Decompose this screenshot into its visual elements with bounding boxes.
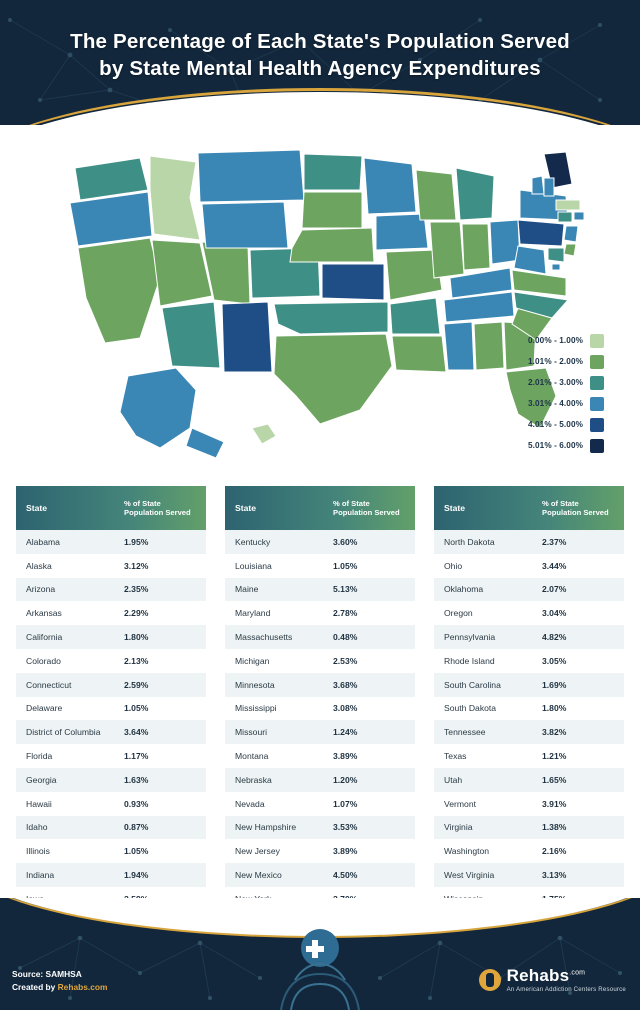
cell-percent: 1.69%	[542, 679, 567, 690]
state-mississippi	[444, 322, 474, 370]
state-wisconsin	[416, 170, 456, 220]
cell-percent: 4.50%	[333, 870, 358, 881]
legend-swatch-5	[590, 439, 604, 453]
state-hawaii	[252, 424, 276, 444]
table-row	[434, 554, 624, 578]
table-row	[434, 768, 624, 792]
state-west-virginia	[514, 246, 546, 274]
legend-item-2	[504, 372, 622, 393]
legend-label-0: 0.00% - 1.00%	[527, 336, 583, 345]
state-wyoming	[202, 202, 288, 248]
state-arkansas	[390, 298, 440, 334]
cell-percent: 1.05%	[124, 846, 149, 857]
cell-percent: 2.78%	[333, 608, 358, 619]
title-line-1: The Percentage of Each State's Population Served	[70, 30, 570, 53]
cell-percent: 3.04%	[542, 608, 567, 619]
table-row	[225, 792, 415, 816]
cell-state: Rhode Island	[444, 655, 495, 666]
cell-state: New Mexico	[235, 870, 282, 881]
cell-state: Maryland	[235, 608, 271, 619]
table-row	[225, 649, 415, 673]
cell-percent: 2.53%	[333, 655, 358, 666]
cell-percent: 2.29%	[124, 608, 149, 619]
cell-percent: 3.08%	[333, 703, 358, 714]
table-row	[434, 863, 624, 887]
cell-state: New Jersey	[235, 846, 280, 857]
brand-tld: .com	[569, 969, 586, 977]
state-south-dakota	[302, 192, 362, 228]
legend-item-3	[504, 393, 622, 414]
legend-item-1	[504, 351, 622, 372]
legend-swatch-3	[590, 397, 604, 411]
mental-health-figure-icon	[265, 914, 375, 1010]
cell-state: Oklahoma	[444, 584, 484, 595]
created-by-text	[12, 981, 107, 994]
state-new-hampshire	[544, 178, 554, 196]
cell-state: Mississippi	[235, 703, 277, 714]
table-row	[225, 601, 415, 625]
column-header-state: State	[444, 503, 466, 513]
cell-state: Nebraska	[235, 774, 272, 785]
created-by-brand[interactable]: Rehabs.com	[57, 982, 108, 992]
state-michigan	[456, 168, 494, 220]
data-table-column-1	[16, 486, 206, 935]
table-row	[434, 792, 624, 816]
cell-state: Hawaii	[26, 798, 52, 809]
cell-state: Virginia	[444, 822, 473, 833]
table-row	[434, 744, 624, 768]
table-row	[16, 601, 206, 625]
table-row	[434, 530, 624, 554]
table-row	[225, 839, 415, 863]
cell-percent: 1.94%	[124, 870, 149, 881]
table-header	[434, 486, 624, 530]
table-header	[225, 486, 415, 530]
table-row	[16, 816, 206, 840]
brand-name-text: Rehabs	[506, 965, 570, 985]
state-massachusetts	[556, 200, 580, 210]
table-row	[16, 744, 206, 768]
state-minnesota	[364, 158, 416, 214]
table-row	[16, 554, 206, 578]
state-alaska-tail	[186, 428, 224, 458]
state-maryland	[548, 248, 564, 262]
table-row	[225, 673, 415, 697]
table-row	[434, 578, 624, 602]
cell-state: South Carolina	[444, 679, 501, 690]
state-louisiana	[392, 336, 446, 372]
cell-percent: 1.21%	[542, 751, 567, 762]
cell-state: Arizona	[26, 584, 56, 595]
cell-state: Connecticut	[26, 679, 72, 690]
rehabs-logo-text	[507, 967, 626, 993]
cell-percent: 3.89%	[333, 846, 358, 857]
data-table-column-3	[434, 486, 624, 935]
cell-state: Arkansas	[26, 608, 62, 619]
cell-percent: 3.68%	[333, 679, 358, 690]
state-connecticut	[558, 212, 572, 222]
cell-percent: 3.53%	[333, 822, 358, 833]
title-line-2: by State Mental Health Agency Expenditures	[99, 57, 541, 80]
legend-label-2: 2.01% - 3.00%	[527, 378, 583, 387]
cell-percent: 1.95%	[124, 536, 149, 547]
cell-percent: 2.07%	[542, 584, 567, 595]
table-row	[225, 768, 415, 792]
table-row	[434, 816, 624, 840]
cell-state: Michigan	[235, 655, 270, 666]
cell-state: New Hampshire	[235, 822, 297, 833]
cell-percent: 3.91%	[542, 798, 567, 809]
legend-label-1: 1.01% - 2.00%	[527, 357, 583, 366]
cell-state: Ohio	[444, 560, 463, 571]
cell-state: District of Columbia	[26, 727, 101, 738]
cell-state: Alaska	[26, 560, 52, 571]
legend-label-3: 3.01% - 4.00%	[527, 399, 583, 408]
cell-state: Indiana	[26, 870, 55, 881]
table-row	[225, 554, 415, 578]
brand-tagline: An American Addiction Centers Resource	[506, 985, 626, 993]
state-new-mexico	[222, 302, 272, 372]
cell-percent: 3.13%	[542, 870, 567, 881]
table-row	[225, 625, 415, 649]
column-header-percent: % of State Population Served	[333, 498, 400, 517]
cell-state: West Virginia	[444, 870, 495, 881]
cell-percent: 0.87%	[124, 822, 149, 833]
cell-state: Nevada	[235, 798, 265, 809]
map-legend	[504, 330, 622, 456]
cell-state: South Dakota	[444, 703, 497, 714]
data-table-column-2	[225, 486, 415, 935]
cell-state: Louisiana	[235, 560, 272, 571]
column-header-percent: % of State Population Served	[542, 498, 609, 517]
state-nevada	[152, 240, 212, 306]
state-delaware	[564, 244, 576, 256]
table-row	[16, 530, 206, 554]
cell-percent: 3.44%	[542, 560, 567, 571]
source-text: Source: SAMHSA	[12, 969, 82, 979]
table-body	[225, 530, 415, 935]
state-new-jersey	[564, 226, 578, 242]
cell-state: Pennsylvania	[444, 632, 496, 643]
table-row	[225, 530, 415, 554]
cell-state: Georgia	[26, 774, 57, 785]
cell-state: Missouri	[235, 727, 267, 738]
column-header-percent: % of State Population Served	[124, 498, 191, 517]
state-rhode-island	[574, 212, 584, 220]
source-credit	[12, 968, 107, 994]
cell-percent: 1.20%	[333, 774, 358, 785]
state-indiana	[462, 224, 490, 270]
cell-percent: 0.93%	[124, 798, 149, 809]
cell-percent: 2.16%	[542, 846, 567, 857]
table-row	[225, 697, 415, 721]
table-row	[434, 673, 624, 697]
table-row	[434, 720, 624, 744]
table-body	[16, 530, 206, 935]
state-virginia	[512, 270, 566, 296]
table-row	[16, 697, 206, 721]
table-row	[434, 697, 624, 721]
brand-name	[507, 967, 626, 984]
cell-state: Montana	[235, 751, 269, 762]
cell-state: Illinois	[26, 846, 50, 857]
cell-state: Kentucky	[235, 536, 271, 547]
cell-percent: 2.13%	[124, 655, 149, 666]
legend-swatch-0	[590, 334, 604, 348]
state-pennsylvania	[518, 220, 564, 246]
state-nebraska	[290, 228, 374, 262]
state-oklahoma	[274, 302, 388, 334]
state-idaho	[150, 156, 200, 240]
legend-label-4: 4.01% - 5.00%	[527, 420, 583, 429]
table-row	[16, 578, 206, 602]
cell-state: Vermont	[444, 798, 477, 809]
cell-percent: 1.65%	[542, 774, 567, 785]
cell-percent: 1.05%	[333, 560, 358, 571]
cell-percent: 5.13%	[333, 584, 358, 595]
table-row	[16, 839, 206, 863]
cell-state: Oregon	[444, 608, 473, 619]
cell-percent: 4.82%	[542, 632, 567, 643]
state-north-dakota	[304, 154, 362, 190]
cell-percent: 3.05%	[542, 655, 567, 666]
state-data-tables	[0, 486, 640, 896]
rehabs-logo[interactable]	[479, 967, 626, 993]
footer	[0, 898, 640, 1010]
cell-state: Idaho	[26, 822, 48, 833]
cell-state: Colorado	[26, 655, 61, 666]
cell-percent: 1.17%	[124, 751, 149, 762]
table-row	[16, 792, 206, 816]
column-header-state: State	[26, 503, 48, 513]
cell-state: Alabama	[26, 536, 60, 547]
cell-state: Maine	[235, 584, 259, 595]
cell-percent: 2.59%	[124, 679, 149, 690]
created-by-prefix: Created by	[12, 982, 58, 992]
table-row	[16, 649, 206, 673]
cell-percent: 1.07%	[333, 798, 358, 809]
cell-percent: 3.64%	[124, 727, 149, 738]
cell-percent: 0.48%	[333, 632, 358, 643]
state-district-of-columbia	[552, 264, 560, 270]
legend-swatch-2	[590, 376, 604, 390]
table-header	[16, 486, 206, 530]
cell-percent: 3.89%	[333, 751, 358, 762]
cell-state: Texas	[444, 751, 467, 762]
page-title	[0, 0, 640, 82]
cell-state: North Dakota	[444, 536, 495, 547]
table-row	[434, 601, 624, 625]
table-row	[434, 839, 624, 863]
table-row	[16, 768, 206, 792]
state-alaska	[120, 368, 196, 448]
table-row	[16, 863, 206, 887]
cell-percent: 1.80%	[124, 632, 149, 643]
legend-item-0	[504, 330, 622, 351]
table-row	[225, 863, 415, 887]
legend-swatch-1	[590, 355, 604, 369]
cell-percent: 1.63%	[124, 774, 149, 785]
cell-percent: 3.82%	[542, 727, 567, 738]
cell-percent: 3.60%	[333, 536, 358, 547]
legend-item-4	[504, 414, 622, 435]
cell-state: Tennessee	[444, 727, 486, 738]
table-row	[225, 744, 415, 768]
state-vermont	[532, 176, 544, 194]
state-alabama	[474, 322, 504, 370]
legend-label-5: 5.01% - 6.00%	[527, 441, 583, 450]
table-row	[16, 673, 206, 697]
table-row	[434, 649, 624, 673]
cell-percent: 1.24%	[333, 727, 358, 738]
state-arizona	[162, 302, 220, 368]
table-row	[225, 720, 415, 744]
cell-state: California	[26, 632, 63, 643]
table-row	[225, 578, 415, 602]
table-row	[16, 720, 206, 744]
table-body	[434, 530, 624, 935]
cell-percent: 1.05%	[124, 703, 149, 714]
cell-state: Utah	[444, 774, 463, 785]
state-california	[78, 238, 160, 343]
state-illinois	[430, 222, 464, 278]
legend-item-5	[504, 435, 622, 456]
cell-state: Delaware	[26, 703, 63, 714]
state-texas	[274, 334, 392, 424]
cell-state: Florida	[26, 751, 53, 762]
table-row	[434, 625, 624, 649]
legend-swatch-4	[590, 418, 604, 432]
state-kansas	[322, 264, 384, 300]
table-row	[225, 816, 415, 840]
cell-state: Massachusetts	[235, 632, 293, 643]
table-row	[16, 625, 206, 649]
rehabs-logo-mark-icon	[479, 969, 501, 991]
cell-percent: 1.38%	[542, 822, 567, 833]
state-montana	[198, 150, 304, 202]
header	[0, 0, 640, 125]
cell-percent: 2.37%	[542, 536, 567, 547]
cell-percent: 2.35%	[124, 584, 149, 595]
cell-state: Washington	[444, 846, 490, 857]
cell-percent: 1.80%	[542, 703, 567, 714]
cell-state: Minnesota	[235, 679, 275, 690]
column-header-state: State	[235, 503, 257, 513]
cell-percent: 3.12%	[124, 560, 149, 571]
